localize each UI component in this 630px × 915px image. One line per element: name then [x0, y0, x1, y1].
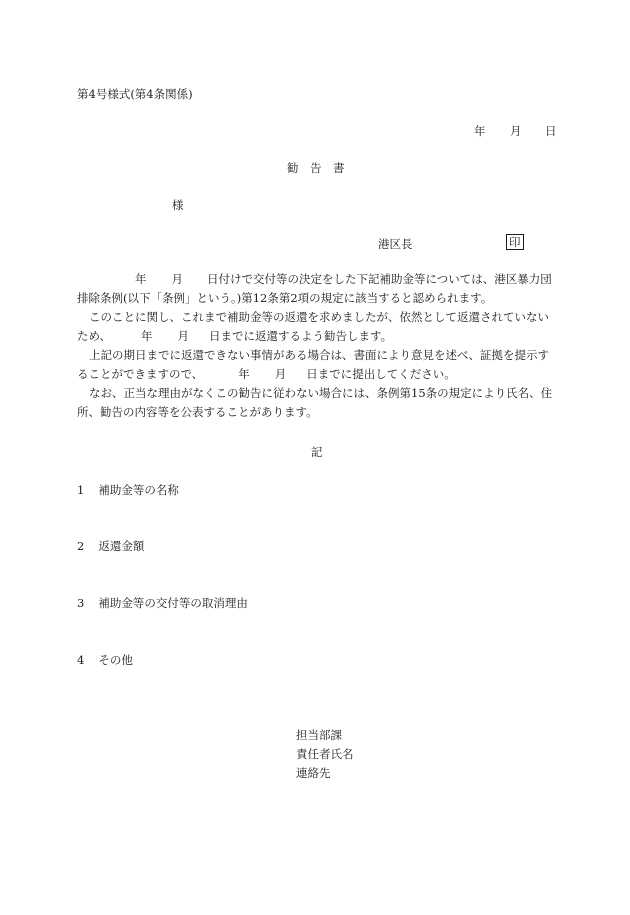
date-day-label: 日 [545, 124, 557, 138]
item-1-number: 1 [77, 483, 85, 497]
p1-text: 日付けで交付等の決定をした下記補助金等については、港区暴力団排除条例(以下「条例」という。)第12条第2項の規定に該当すると認められます。 [77, 272, 552, 305]
item-1 [77, 482, 179, 498]
ki-heading: 記 [311, 445, 323, 459]
item-3-number: 3 [77, 596, 85, 610]
body-paragraph-4 [77, 384, 555, 422]
p2-month-label: 月 [177, 329, 190, 343]
date-month-label: 月 [510, 124, 522, 138]
item-2-label: 返還金額 [98, 539, 145, 553]
p1-month-label: 月 [171, 272, 183, 286]
contact-person: 責任者氏名 [296, 747, 354, 761]
item-3 [77, 595, 248, 611]
item-3-label: 補助金等の交付等の取消理由 [98, 596, 248, 610]
p3-year-label: 年 [238, 367, 250, 381]
item-2 [77, 538, 144, 554]
seal-mark [506, 234, 524, 250]
p3-month-label: 月 [274, 367, 287, 381]
p2-tail: 日までに返還するよう勧告します。 [209, 329, 393, 343]
p3-text: 上記の期日までに返還できない事情がある場合は、書面により意見を述べ、証拠を提示することができますので、 [77, 348, 549, 381]
contact-phone: 連絡先 [296, 766, 331, 780]
item-4 [77, 652, 133, 668]
item-4-number: 4 [77, 653, 85, 667]
addressee-suffix: 様 [172, 198, 184, 212]
body-paragraph-1 [77, 270, 555, 308]
seal-label: 印 [506, 234, 524, 250]
p3-tail: 日までに提出してください。 [306, 367, 456, 381]
body-paragraph-2 [77, 308, 555, 346]
issuer-title: 港区長 [378, 237, 413, 251]
p2-text: このことに関し、これまで補助金等の返還を求めましたが、依然として返還されていないため、 [77, 310, 549, 343]
p2-year-label: 年 [141, 329, 153, 343]
p1-year-label: 年 [135, 272, 147, 286]
p4-text: なお、正当な理由がなくこの勧告に従わない場合には、条例第15条の規定により氏名、住所、勧告の内容等を公表することがあります。 [77, 386, 553, 419]
body-paragraph-3 [77, 346, 555, 384]
item-1-label: 補助金等の名称 [98, 483, 179, 497]
item-2-number: 2 [77, 539, 85, 553]
date-year-label: 年 [474, 124, 486, 138]
contact-department: 担当部課 [296, 728, 342, 742]
document-title: 勧 告 書 [287, 161, 345, 175]
item-4-label: その他 [98, 653, 133, 667]
form-number: 第4号様式(第4条関係) [77, 87, 193, 101]
